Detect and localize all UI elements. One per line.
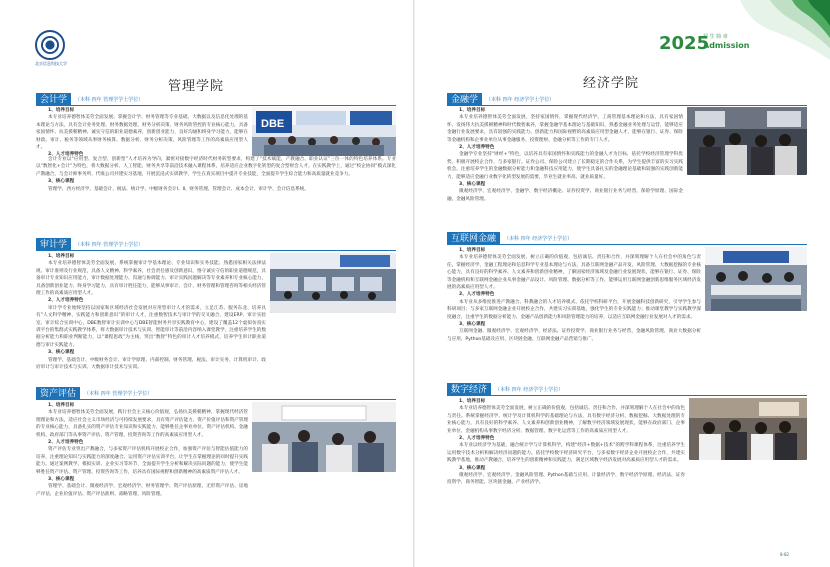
admission-title-cn: 招 生 简 章	[703, 34, 728, 40]
section-body-auditing	[36, 253, 266, 372]
subsection-heading: 3、核心课程	[48, 477, 75, 483]
section-body-accounting-cont	[36, 156, 396, 193]
section-header-digital-economy	[447, 382, 563, 396]
asset-appraisal-photo	[252, 402, 396, 472]
subsection-heading: 2、人才培养特色	[48, 440, 84, 446]
section-header-asset-appraisal	[36, 386, 152, 400]
section-body-accounting	[36, 107, 248, 159]
admission-year: 2025	[659, 33, 710, 54]
subsection-heading: 3、核心课程	[48, 350, 75, 356]
subsection-heading: 1、培养目标	[459, 399, 486, 404]
right-page	[415, 0, 830, 567]
section-name: 审计学	[36, 238, 71, 251]
section-name: 会计学	[36, 93, 71, 106]
paragraph: 金融学专业坚持“财经+”特色，以培养具有家国情怀和实践能力的金融人才为目标，依托学校经济管理学科优势，积极开展校企合作，与多家银行、证券公司、保险公司建立了长期稳定的合作关系，为学生提供丰富的实习实践机会。注重培养学生的金融数据分析能力和金融科技应用能力，使学生具备扎实的金融理论基础和较强的实践创新能力，能够适应金融行业数字化转型发展的需要，毕业生就业率高、就业质量好。	[447, 152, 683, 180]
section-header-accounting	[36, 92, 143, 106]
university-name: 北京信息科技大学	[35, 61, 67, 66]
subsection-heading: 2、人才培养特色	[48, 298, 84, 304]
section-header-internet-finance	[447, 231, 572, 245]
section-header-finance	[447, 92, 554, 106]
paragraph: 微观经济学、宏观经济学、金融学、数字经济概论、证券投资学、商业银行业务与经营、保险学原理、国际金融、金融风险管理。	[447, 189, 683, 202]
paragraph: 会计专业以“应用型、复合型、创新型”人才培养为导向，紧密对接数字经济时代财务转型要求，构建了“技术赋能、产教融合、职业认证”三位一体的特色培养体系。专业以“数智化+会计”为特色，将大数据分析、人工智能、财务共享等前沿技术融入课程体系，培养适应企业数字化转型的复合型财会人才。在实践教学上，通过“校企协同”模式深化产教融合，与会计师事务所、代账公司共建实习基地，开展沉浸式实训教学，学生在真实项目中提升专业技能，全面提升学生综合能力和高质量就业竞争力。	[36, 157, 396, 177]
section-meta: （本科 四年 管理学学士学位）	[75, 97, 144, 103]
college-title-management: 管理学院	[168, 79, 225, 94]
finance-photo	[687, 107, 807, 175]
paragraph: 本专业培养德智体美劳全面发展、掌握会计学、财务管理等专业基础、大数据以及信息化处理的基本理论与方法，具有会计业务处理、财务数据处理、财务分析决策、财务风险管控的专业核心能力，具备家国情怀、抗美援朝精神、诚实守信的职业道德素养，创新创业能力，良好沟通和终身学习能力，能够在财政、审计、税务等领域从事财务核算、数据分析、财务分析决策、风险管理等工作的高素质应用型人才。	[36, 115, 248, 151]
subsection-heading: 2、人才培养特色	[459, 292, 495, 298]
section-name: 金融学	[447, 93, 482, 106]
paragraph: 管理学、基础会计、微观经济学、宏观经济学、财务管理学、资产评估原理、无形资产评估、房地产评估、企业价值评估、资产评估准则、战略管理、风险管理。	[36, 484, 248, 497]
paragraph: 本专业培养德智体美劳全面发展，树立正确的价值观，包括诚信、责任和合作，并深刻理解个人在社会中的角色与责任。掌握经济学、金融工程理论和信息科学专业基本理论与方法，具备互联网金融产品开发、风险管理、大数据挖掘的专业核心能力，具有良好的科学素养、人文素养和创新创业精神，了解国家经济领域及金融行业发展现状，能够在银行、证券、保险等金融机构和互联网金融企业从事金融产品设计、风险管理、数据分析等工作，能够运用互联网金融创新思维服务区域经济发展的高素质应用型人才。	[447, 255, 701, 291]
subsection-heading: 1、培养目标	[48, 403, 75, 408]
subsection-heading: 3、核心课程	[459, 322, 486, 328]
subsection-heading: 3、核心课程	[48, 179, 75, 185]
digital-economy-photo	[689, 398, 807, 460]
section-meta: （本科 四年 经济学学士学位）	[495, 387, 564, 393]
section-name: 互联网金融	[447, 232, 500, 245]
subsection-heading: 1、培养目标	[48, 254, 75, 259]
college-title-economics: 经济学院	[583, 76, 640, 91]
subsection-heading: 2、人才培养特色	[48, 152, 84, 158]
internet-finance-photo	[705, 247, 807, 311]
paragraph: 互联网金融、微观经济学、宏观经济学、经济法、证券投资学、商业银行业务与经营、金融风险管理、商业大数据分析与应用、Python基础及应用、区块链金融、互联网金融产品营销与推广。	[447, 329, 701, 342]
paragraph: 本专业从多维度推进产教融合、科教融合的人才培养模式，依托学校科研平台，开展金融科技创新研究，引导学生参与科研项目；与多家互联网金融企业开展校企合作，共建实习实训基地，强化学生的专业实践能力；推动课堂教学与实践教学深度融合，注重学生的数据分析能力、金融产品创新能力和风险管理能力的培养，以适应互联网金融行业发展对人才的需求。	[447, 299, 701, 320]
university-logo-icon	[35, 30, 65, 60]
auditing-photo	[270, 253, 396, 313]
section-name: 资产评估	[36, 387, 80, 400]
paragraph: 本专业以经济学为基础，融合统计学与计算机科学，构建“经济+数据+技术”的跨学科课程体系，注重培养学生运用数字技术分析和解决经济问题的能力。依托学校数字经济研究平台，与多家数字经济企业开展校企合作，共建实践教学基地，推动产教融合，培养学生的创新精神和实践能力，满足区域数字经济发展对高素质应用型人才的需求。	[447, 443, 685, 464]
section-header-auditing	[36, 237, 143, 251]
section-meta: （本科 四年 经济学学士学位）	[504, 236, 573, 242]
section-body-asset-appraisal	[36, 402, 248, 498]
paragraph: 本专业培养德智体美劳全面发展，坚持家国情怀，掌握现代经济学、工商管理基本理论和方法，具有家国情怀、发扬伟大抗美援朝精神和时代数智素养，掌握金融学基本理论与基础知识，熟悉金融业务处理与运营，能够适应金融行业发展要求，具有较强的实践能力、创新能力和国际视野的高素质应用型金融人才，能够在银行、证券、保险等金融机构和企事业单位从事金融服务、投资理财、金融分析等工作的专门人才。	[447, 115, 683, 143]
page-number: 8-82	[780, 552, 790, 557]
paragraph: 微观经济学、宏观经济学、金融风险管理、Python基础与应用、计量经济学、数字经济学原理、经济法、证券投资学、商务智能、区块链金融、产业经济学。	[447, 473, 685, 486]
subsection-heading: 1、培养目标	[48, 108, 75, 113]
paragraph: 本专业培养德智体美劳全面发展、系统掌握审计学基本理论、专业知识和实务技能、熟悉国家相关法律法规、审计准则及行业规范，具备人文精神、科学素养，社会责任感及创新意识，恪守诚实守信的职业道德规范，具备审计专业知识应用能力，审计数据处理能力、沟通与协调能力、审计实践问题解决等专业素养和专业核心能力，具备创新创业能力、终身学习能力，具有审计胜任能力，能够从事审计、会计、财务管理和管理咨询等相关经济管理工作的高素质应用型人才。	[36, 261, 266, 297]
svg-text:DBE: DBE	[261, 118, 285, 130]
admission-title-en: Admission	[703, 41, 750, 50]
section-body-finance	[447, 107, 683, 203]
paragraph: 审计学专业始终坚持以国家和区域经济社会发展对应用型审计人才的需求，立足江苏、服务东北、培养具有“人文科学精神、实践能力和创新意识”的审计人才，注重数智技术与审计学的交叉融合，建设ERP、审计实验室、审计综合实训中心，DBE数智审计实训中心与DBE智能财务共享实践教育中心，建设了覆盖12个虚拟仿真实训平台的集群式实践教学体系，将大数据审计技术与实训、智能审计等前沿内容纳入课堂教学，注重培养学生的数据分析能力和职业判断能力，以“课程思政”为主线，突出“数智”特色的审计人才培养模式，培养学生审计职业道德与审计实践能力。	[36, 305, 266, 348]
paragraph: 资产评估专业突出产教融合，与多家资产评估机构开展校企合作，加强资产评估与智能估值能力的培养，注重理论知识与实践能力的深度融合。运用资产评估实训平台，让学生在掌握理论的同时提升实践能力。通过案例教学、模拟实训、企业实习等环节，全面提升学生分析和解决实际问题的能力，使学生能够胜任资产评估、资产管理、投资咨询等工作，培养具有国际视野和创新精神的高素质资产评估人才。	[36, 447, 248, 475]
paragraph: 管理学、西方经济学、基础会计、税法、统计学、中级财务会计Ⅰ、Ⅱ、财务管理、管理会计、成本会计、审计学、会计信息系统。	[48, 186, 309, 192]
paragraph: 本专业培养德智体美劳全面发展，树立正确的价值观，包括诚信、责任和合作，并深刻理解个人在社会中的角色与责任。系统掌握经济学、统计学及计算机科学的基础理论与方法，具有数字经济分析、数据挖掘、大数据处理的专业核心能力，具有良好的科学素养、人文素养和创新创业精神，了解数字经济领域发展现状，能够在政府部门、企事业单位、金融机构从事数字经济分析、数据管理、数字化运营等工作的高素质应用型人才。	[447, 406, 685, 434]
subsection-heading: 3、核心课程	[459, 465, 486, 471]
paragraph: 管理学、基础会计、中级财务会计、审计学原理、内部控制、财务管理、税法、审计实务、计算机审计、政府审计与审计技术与实训、大数据审计技术与实训。	[36, 357, 266, 371]
subsection-heading: 3、核心课程	[459, 182, 486, 188]
subsection-heading: 1、培养目标	[459, 248, 486, 253]
section-body-internet-finance	[447, 247, 701, 343]
paragraph: 本专业培养德智体美劳全面发展，践行社会主义核心价值观，弘扬抗美援朝精神，掌握现代经济管理理论和方法，适应社会主义市场经济与可持续发展要求，具有资产评估能力、资产价值评估和资产管理的专业核心能力，具备扎实的资产评估专业知识和实践能力，能够胜任企事业单位、资产评估机构、金融机构、政府部门等从事资产评估、资产管理、投资咨询等工作的高素质应用型人才。	[36, 410, 248, 438]
subsection-heading: 2、人才培养特色	[459, 145, 495, 151]
subsection-heading: 1、培养目标	[459, 108, 486, 113]
section-meta: （本科 四年 经济学学士学位）	[486, 97, 555, 103]
accounting-photo	[252, 107, 396, 156]
subsection-heading: 2、人才培养特色	[459, 436, 495, 442]
section-meta: （本科 四年 管理学学士学位）	[84, 391, 153, 397]
section-name: 数字经济	[447, 383, 491, 396]
section-meta: （本科 四年 管理学学士学位）	[75, 242, 144, 248]
section-body-digital-economy	[447, 398, 685, 487]
